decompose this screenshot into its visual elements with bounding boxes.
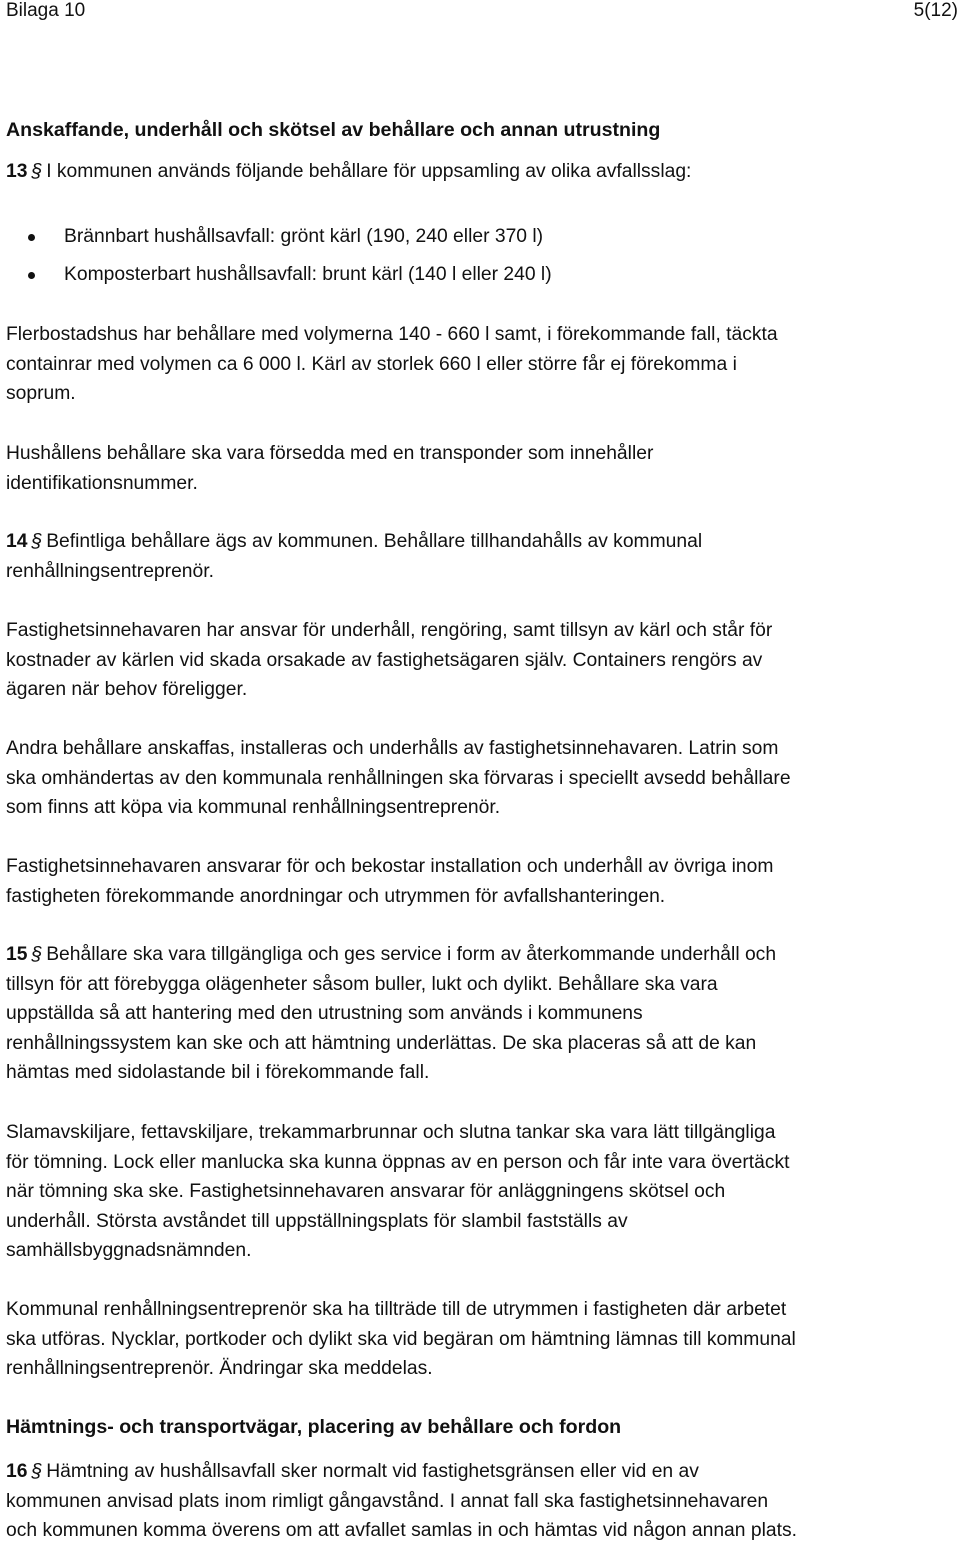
paragraph-sign-icon: § — [31, 944, 43, 965]
text-line: Fastighetsinnehavaren ansvarar för och bekostar installation och underhåll av övriga inom — [6, 856, 774, 877]
text-line: soprum. — [6, 383, 76, 404]
paragraph-flerbostadshus — [6, 320, 956, 409]
text-line: 14 § Befintliga behållare ägs av kommunen. Behållare tillhandahålls av kommunal — [6, 527, 956, 557]
text-line: Fastighetsinnehavaren har ansvar för underhåll, rengöring, samt tillsyn av kärl och står för — [6, 620, 773, 641]
paragraph-sign-icon: § — [31, 1461, 43, 1482]
bullet-text: Komposterbart hushållsavfall: brunt kärl (140 l eller 240 l) — [64, 264, 552, 285]
text-line: tillsyn för att förebygga olägenheter såsom buller, lukt och dylikt. Behållare ska vara — [6, 973, 718, 995]
text-line: identifikationsnummer. — [6, 472, 198, 494]
section-heading-transport: Hämtnings- och transportvägar, placering av behållare och fordon — [6, 1416, 622, 1438]
header-attachment-label: Bilaga 10 — [6, 0, 86, 21]
header-page-number: 5(12) — [913, 0, 958, 21]
section-number-14: 14 — [6, 531, 28, 552]
text-line: renhållningssystem kan ske och att hämtning underlättas. De ska placeras så att de kan — [6, 1032, 757, 1054]
paragraph-slamavskiljare — [6, 1118, 956, 1266]
paragraph-sign-icon: § — [31, 531, 43, 552]
bullet-icon — [28, 234, 35, 241]
paragraph-andra-behallare — [6, 734, 956, 823]
paragraph-13-intro — [6, 157, 956, 187]
text-line: ska omhändertas av den kommunala renhållningen ska förvaras i speciellt avsedd behållare — [6, 767, 791, 789]
text-line: när tömning ska ske. Fastighetsinnehavaren ansvarar för anläggningens skötsel och — [6, 1181, 726, 1202]
paragraph-underhall — [6, 616, 956, 705]
bullet-icon — [28, 272, 35, 279]
text-line: Kommunal renhållningsentreprenör ska ha tillträde till de utrymmen i fastigheten där arbetet — [6, 1299, 787, 1320]
paragraph-ansvarar — [6, 852, 956, 911]
text-line: uppställda så att hantering med den utrustning som används i kommunens — [6, 1003, 643, 1024]
text-line: renhållningsentreprenör. — [6, 560, 214, 582]
text-line: och kommunen komma överens om att avfallet samlas in och hämtas vid någon annan plats. — [6, 1520, 797, 1541]
text-line: kommunen anvisad plats inom rimligt gångavstånd. I annat fall ska fastighetsinnehavaren — [6, 1490, 769, 1512]
text-line: Hushållens behållare ska vara försedda med en transponder som innehåller — [6, 443, 654, 464]
text-line: ska utföras. Nycklar, portkoder och dylikt ska vid begäran om hämtning lämnas till kommunal — [6, 1328, 796, 1350]
section-number-16: 16 — [6, 1461, 28, 1482]
section-number-15: 15 — [6, 944, 28, 965]
paragraph-transponder — [6, 439, 956, 498]
text-line: 16 § Hämtning av hushållsavfall sker normalt vid fastighetsgränsen eller vid en av — [6, 1457, 956, 1487]
text-line: underhåll. Största avståndet till uppställningsplats för slambil fastställs av — [6, 1210, 628, 1232]
text-line: fastigheten förekommande anordningar och utrymmen för avfallshanteringen. — [6, 885, 666, 907]
paragraph-15 — [6, 940, 956, 1088]
section-number-13: 13 — [6, 161, 28, 182]
text-line: renhållningsentreprenör. Ändringar ska meddelas. — [6, 1358, 433, 1379]
text-line: Slamavskiljare, fettavskiljare, trekammarbrunnar och slutna tankar ska vara lätt tillgängliga — [6, 1122, 776, 1143]
text-line: containrar med volymen ca 6 000 l. Kärl av storlek 660 l eller större får ej förekomma i — [6, 353, 737, 375]
text-line: hämtas med sidolastande bil i förekommande fall. — [6, 1062, 430, 1083]
text-line: 15 § Behållare ska vara tillgängliga och ges service i form av återkommande underhåll och — [6, 940, 956, 970]
text-line: ägaren när behov föreligger. — [6, 679, 248, 700]
text-line: för tömning. Lock eller manlucka ska kunna öppnas av en person och får inte vara övertäckt — [6, 1151, 790, 1173]
bullet-text: Brännbart hushållsavfall: grönt kärl (190, 240 eller 370 l) — [64, 226, 544, 247]
text-line: samhällsbyggnadsnämnden. — [6, 1240, 252, 1261]
section-heading-equipment: Anskaffande, underhåll och skötsel av behållare och annan utrustning — [6, 119, 661, 141]
paragraph-sign-icon: § — [31, 161, 43, 182]
paragraph-14 — [6, 527, 956, 586]
text-line: som finns att köpa via kommunal renhållningsentreprenör. — [6, 797, 501, 818]
paragraph-13-text: I kommunen används följande behållare för uppsamling av olika avfallsslag: — [46, 161, 692, 182]
text-line: Andra behållare anskaffas, installeras och underhålls av fastighetsinnehavaren. Latrin som — [6, 738, 779, 759]
text-line: kostnader av kärlen vid skada orsakade av fastighetsägaren själv. Containers rengörs av — [6, 649, 763, 671]
paragraph-16 — [6, 1457, 956, 1546]
text-line: Flerbostadshus har behållare med volymerna 140 - 660 l samt, i förekommande fall, täckta — [6, 324, 778, 345]
paragraph-tilltrade — [6, 1295, 956, 1384]
